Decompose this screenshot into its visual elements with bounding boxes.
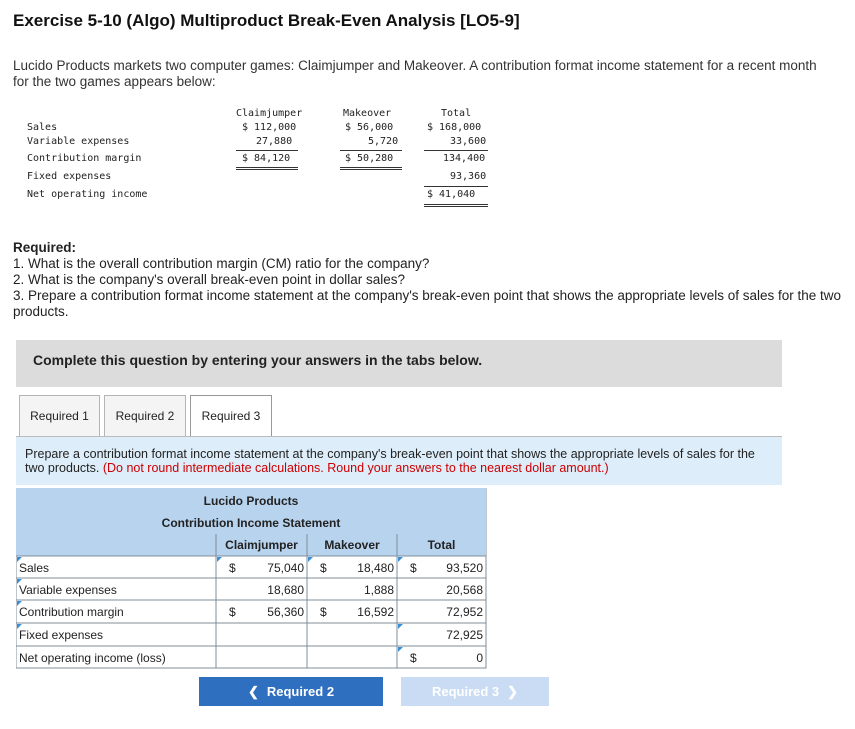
given-cell: 5,720 xyxy=(368,136,399,147)
input-total-noi[interactable]: 0 xyxy=(476,651,483,665)
given-cell: 33,600 xyxy=(450,136,487,147)
dollar-sign: $ xyxy=(410,561,417,575)
given-header-total: Total xyxy=(441,108,472,119)
tab-required-2[interactable]: Required 2 xyxy=(104,395,186,436)
given-cell: $ 56,000 xyxy=(345,122,394,133)
given-rule xyxy=(424,204,488,205)
given-rule xyxy=(340,169,402,170)
given-cell: $ 50,280 xyxy=(345,153,394,164)
given-rule xyxy=(424,150,488,151)
input-total-variable[interactable]: 20,568 xyxy=(446,583,483,597)
given-row-noi xyxy=(0,189,496,205)
intro-text: Lucido Products markets two computer games: Claimjumper and Makeover. A contribution format income statement for a recent month for the two games appears below: xyxy=(13,58,817,89)
given-cell: $ 84,120 xyxy=(242,153,291,164)
given-rule xyxy=(236,150,298,151)
given-row-fixed xyxy=(0,171,496,187)
row-label-fixed: Fixed expenses xyxy=(19,628,104,642)
given-row-label: Variable expenses xyxy=(27,136,130,147)
instruction-note: (Do not round intermediate calculations. Round your answers to the nearest dollar amount.) xyxy=(102,461,609,475)
given-cell: $ 168,000 xyxy=(427,122,482,133)
banner-text: Complete this question by entering your answers in the tabs below. xyxy=(33,352,483,368)
given-cell: 134,400 xyxy=(443,153,486,164)
input-total-sales[interactable]: 93,520 xyxy=(446,561,483,575)
dollar-sign: $ xyxy=(410,651,417,665)
given-cell: 27,880 xyxy=(256,136,293,147)
dollar-sign: $ xyxy=(320,605,327,619)
instructions-banner xyxy=(16,340,782,387)
chevron-right-icon: ❯ xyxy=(507,684,519,699)
input-cj-variable[interactable]: 18,680 xyxy=(267,583,304,597)
prev-required-2-button[interactable] xyxy=(199,677,383,706)
row-label-variable: Variable expenses xyxy=(19,583,117,597)
given-cell: 93,360 xyxy=(450,171,487,182)
col-header-claimjumper: Claimjumper xyxy=(225,538,298,552)
given-rule xyxy=(236,167,298,168)
input-total-cm[interactable]: 72,952 xyxy=(446,605,483,619)
dollar-sign: $ xyxy=(320,561,327,575)
given-row-label: Sales xyxy=(27,122,58,133)
given-cell: $ 41,040 xyxy=(427,189,476,200)
required-item-3: 3. Prepare a contribution format income statement at the company's break-even point that shows the appropriate levels of sales for the two products. xyxy=(13,288,842,319)
given-statement xyxy=(0,108,500,228)
input-mk-variable[interactable]: 1,888 xyxy=(363,583,394,597)
tab-required-1[interactable]: Required 1 xyxy=(19,395,100,436)
required-item-1: 1. What is the overall contribution margin (CM) ratio for the company? xyxy=(13,256,430,271)
tab-required-3[interactable]: Required 3 xyxy=(190,395,272,436)
given-cell: $ 112,000 xyxy=(242,122,297,133)
instruction-body: Prepare a contribution format income statement at the company's break-even point that shows the appropriate levels of sales for the two products. xyxy=(25,447,755,475)
given-row-label: Net operating income xyxy=(27,189,148,200)
col-header-total: Total xyxy=(427,538,456,552)
row-label-noi: Net operating income (loss) xyxy=(19,651,166,665)
required-section xyxy=(13,240,843,320)
given-rule xyxy=(340,167,402,168)
given-rule xyxy=(236,169,298,170)
instruction-text xyxy=(25,447,775,475)
input-cj-cm[interactable]: 56,360 xyxy=(267,605,304,619)
input-mk-cm[interactable]: 16,592 xyxy=(357,605,394,619)
prev-button-label: Required 2 xyxy=(266,684,335,699)
dollar-sign: $ xyxy=(229,605,236,619)
tab-instructions xyxy=(16,436,782,485)
given-row-label: Fixed expenses xyxy=(27,171,112,182)
given-rule xyxy=(424,206,488,207)
given-rule xyxy=(424,186,488,187)
answer-statement-title: Contribution Income Statement xyxy=(161,516,341,530)
next-required-3-button[interactable] xyxy=(401,677,549,706)
given-header-makeover: Makeover xyxy=(343,108,392,119)
next-button-label: Required 3 xyxy=(431,684,500,699)
dollar-sign: $ xyxy=(229,561,236,575)
given-header-claimjumper: Claimjumper xyxy=(236,108,303,119)
input-total-fixed[interactable]: 72,925 xyxy=(446,628,483,642)
answer-company: Lucido Products xyxy=(203,494,299,508)
row-label-sales: Sales xyxy=(19,561,50,575)
required-heading: Required: xyxy=(13,240,77,255)
input-cj-sales[interactable]: 75,040 xyxy=(267,561,304,575)
given-row-label: Contribution margin xyxy=(27,153,142,164)
required-item-2: 2. What is the company's overall break-even point in dollar sales? xyxy=(13,272,406,287)
given-rule xyxy=(340,150,402,151)
page-title: Exercise 5-10 (Algo) Multiproduct Break-Even Analysis [LO5-9] xyxy=(13,11,520,30)
col-header-makeover: Makeover xyxy=(324,538,380,552)
row-label-cm: Contribution margin xyxy=(19,605,124,619)
chevron-left-icon: ❮ xyxy=(247,684,259,699)
input-mk-sales[interactable]: 18,480 xyxy=(357,561,394,575)
